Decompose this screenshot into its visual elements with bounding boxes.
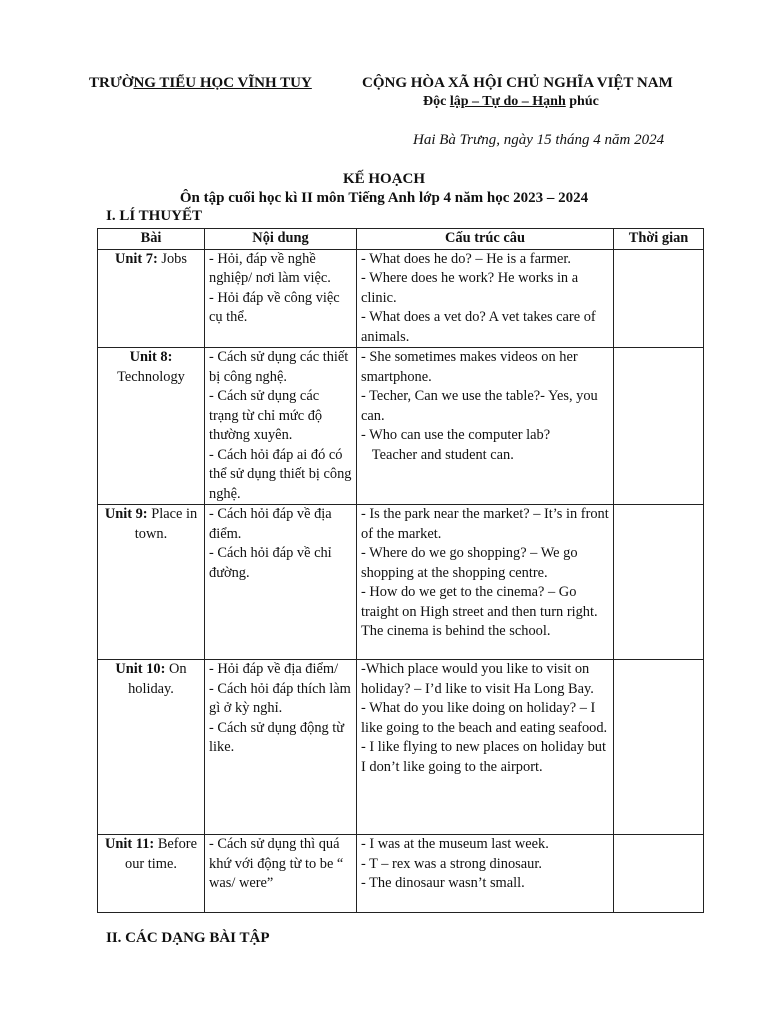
time-cell <box>614 249 704 348</box>
structure-line: - What does he do? – He is a farmer. <box>361 250 571 267</box>
structure-line: - Where do we go shopping? – We go shopping at the shopping centre. <box>361 545 578 581</box>
structure-line: - Who can use the computer lab? <box>361 427 551 443</box>
unit-label: Unit 7: <box>115 250 158 267</box>
unit-label: Unit 8: <box>129 349 173 365</box>
content-line: - Hỏi, đáp về nghề nghiệp/ nơi làm việc. <box>209 250 331 286</box>
content-line: - Hỏi đáp về công việc cụ thể. <box>209 289 340 325</box>
content-line: - Cách sử dụng thì quá khứ với động từ to be “ was/ were” <box>209 836 344 891</box>
time-cell <box>614 505 704 660</box>
structure-line: - I like flying to new places on holiday but I don’t like going to the airport. <box>361 739 606 775</box>
content-cell <box>205 348 357 505</box>
school-name: TRƯỜNG TIỂU HỌC VĨNH TUY <box>89 75 312 91</box>
content-cell <box>205 660 357 835</box>
table-row <box>98 505 704 660</box>
time-cell <box>614 348 704 505</box>
unit-title: Technology <box>117 368 185 385</box>
unit-cell <box>98 835 205 913</box>
dateline: Hai Bà Trưng, ngày 15 tháng 4 năm 2024 <box>413 132 665 148</box>
section-heading-theory: I. LÍ THUYẾT <box>106 208 203 224</box>
content-cell <box>205 835 357 913</box>
structure-cell <box>357 835 614 913</box>
document-subtitle: Ôn tập cuối học kì II môn Tiếng Anh lớp 4 năm học 2023 – 2024 <box>179 190 589 206</box>
table-body <box>98 249 704 913</box>
unit-title: Jobs <box>161 250 187 267</box>
structure-line: - She sometimes makes videos on her smartphone. <box>361 349 578 385</box>
unit-label: Unit 9: <box>104 506 148 522</box>
structure-line: - What does a vet do? A vet takes care of animals. <box>361 309 596 345</box>
table-row <box>98 835 704 913</box>
content-line: - Cách hỏi đáp ai đó có thể sử dụng thiết bị công nghệ. <box>209 446 352 502</box>
structure-line: - Techer, Can we use the table?- Yes, you can. <box>361 388 598 424</box>
header-content: Nội dung <box>205 229 357 250</box>
unit-title: Place in town. <box>134 506 198 542</box>
structure-cell <box>357 660 614 835</box>
content-line: - Cách hỏi đáp thích làm gì ở kỳ nghỉ. <box>209 680 351 716</box>
structure-line: - I was at the museum last week. <box>361 836 549 852</box>
structure-line: - T – rex was a strong dinosaur. <box>361 855 542 872</box>
unit-cell <box>98 660 205 835</box>
unit-cell <box>98 505 205 660</box>
review-plan-table <box>97 228 704 913</box>
content-cell <box>205 505 357 660</box>
header-time: Thời gian <box>614 229 704 250</box>
table-row <box>98 249 704 348</box>
time-cell <box>614 660 704 835</box>
content-line: - Cách sử dụng động từ like. <box>209 719 345 755</box>
table-row <box>98 660 704 835</box>
unit-cell <box>98 348 205 505</box>
structure-line: Teacher and student can. <box>361 446 514 463</box>
structure-line: - The dinosaur wasn’t small. <box>361 875 525 891</box>
national-motto: Độc lập – Tự do – Hạnh phúc <box>423 94 599 109</box>
structure-cell <box>357 505 614 660</box>
document-title: KẾ HOẠCH <box>342 171 426 187</box>
structure-line: - What do you like doing on holiday? – I like going to the beach and eating seafood. <box>361 700 608 736</box>
unit-label: Unit 10: <box>115 661 166 677</box>
structure-line: - How do we get to the cinema? – Go traight on High street and then turn right. The cinema is behind the school. <box>361 584 598 639</box>
structure-line: - Where does he work? He works in a clinic. <box>361 270 579 306</box>
country-name: CỘNG HÒA XÃ HỘI CHỦ NGHĨA VIỆT NAM <box>362 75 673 91</box>
structure-line: -Which place would you like to visit on holiday? – I’d like to visit Ha Long Bay. <box>361 661 594 697</box>
content-cell <box>205 249 357 348</box>
unit-cell <box>98 249 205 348</box>
time-cell <box>614 835 704 913</box>
content-line: - Hỏi đáp về địa điểm/ <box>209 661 339 677</box>
unit-title: On holiday. <box>128 661 187 697</box>
content-line: - Cách sử dụng các trạng từ chỉ mức độ thường xuyên. <box>209 388 323 443</box>
content-line: - Cách sử dụng các thiết bị công nghệ. <box>209 349 349 385</box>
table-header-row <box>98 229 704 250</box>
section-heading-exercises: II. CÁC DẠNG BÀI TẬP <box>106 930 270 946</box>
unit-title: Before our time. <box>125 836 197 872</box>
structure-cell <box>357 249 614 348</box>
structure-cell <box>357 348 614 505</box>
structure-line: - Is the park near the market? – It’s in front of the market. <box>361 506 609 542</box>
content-line: - Cách hỏi đáp về chỉ đường. <box>209 545 332 581</box>
content-line: - Cách hỏi đáp về địa điểm. <box>209 506 332 542</box>
header-lesson: Bài <box>98 229 205 250</box>
unit-label: Unit 11: <box>105 836 155 852</box>
table-row <box>98 348 704 505</box>
header-structures: Cấu trúc câu <box>357 229 614 250</box>
